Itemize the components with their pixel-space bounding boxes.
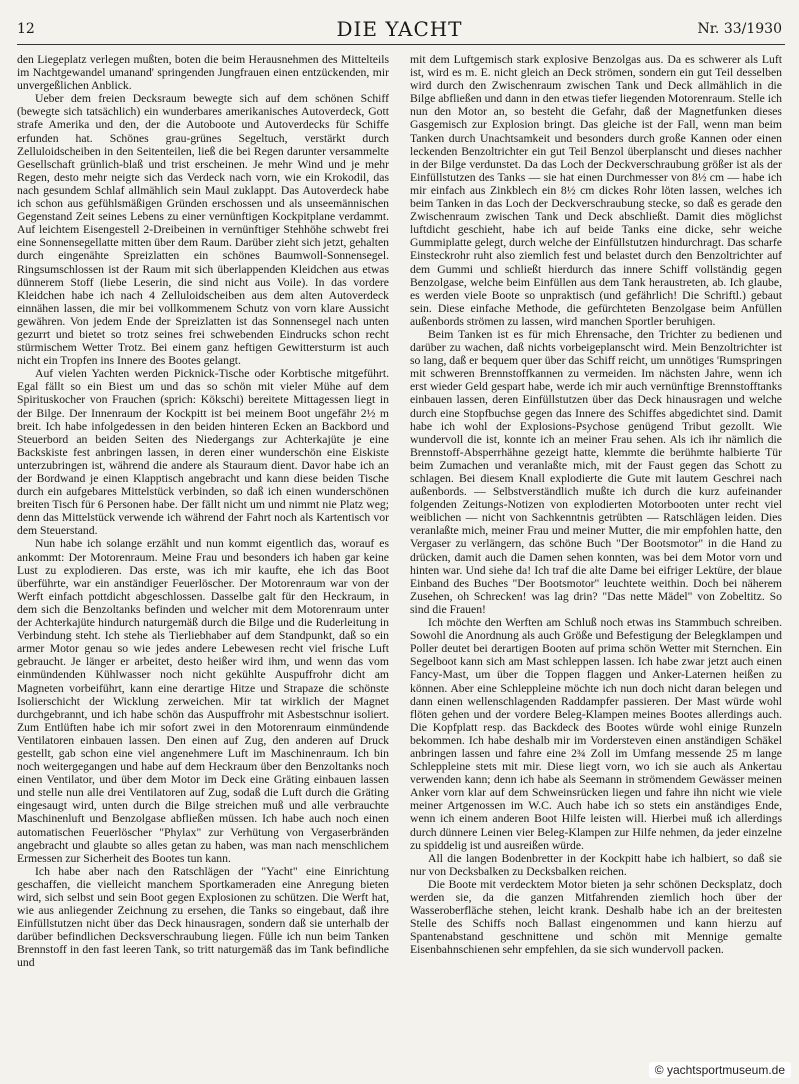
- page-number: 12: [17, 21, 35, 37]
- paragraph: Ich möchte den Werften am Schluß noch etwas ins Stammbuch schreiben. Sowohl die Anordnung als auch Größe und Befestigung der Belegklampen und Poller deutet bei derartigen Booten auf prima schön Wetter mit Sternchen. Ein Segelboot kann sich am Mast schleppen lassen. Ich habe zwar jetzt auch einen Fancy-Mast, um über die Toppen flaggen und Anker-Laternen heißen zu können. Aber eine Schleppleine möchte ich nun doch nicht daran belegen und dann einen wellenschlagenden Raddampfer passieren. Der Mast würde wohl flöten gehen und der vordere Beleg-Klampen meines Bootes allerdings auch. Die Kopfplatt resp. das Backdeck des Bootes würde wohl einige Runzeln bekommen. Ich habe deshalb mir im Vordersteven einen anständigen Schäkel anbringen lassen und fahre eine 2¾ Zoll im Umfang messende 25 m lange Schleppleine stets mit mir. Diese liegt vorn, wo ich sie auch als Ankertau verwenden kann; denn ich habe als Seemann in strömendem Gewässer meinen Anker vorn klar auf dem Schweinsrücken liegen und fahre ihn nicht wie viele meiner Artgenossen im W.C. Auch habe ich so stets ein anständiges Ende, wenn ich einem anderen Boot Hilfe leisten will. Hierbei muß ich allerdings durch dünnere Leinen vier Beleg-Klampen zur Hilfe nehmen, da jeder einzelne zu spiddelig ist und ausreißen würde.: [410, 616, 782, 852]
- header-rule: [17, 44, 785, 45]
- paragraph: mit dem Luftgemisch stark explosive Benzolgas aus. Da es schwerer als Luft ist, wird es m. E. nicht gleich an Deck strömen, sondern ein gut Teil desselben wird durch den Zwischenraum zwischen Tank und Deck allmählich in die Bilge abfließen und dann in den etwas tiefer liegenden Motorenraum. Stelle ich nun den Motor an, so besteht die Gefahr, daß der Magnetfunken dieses Gasgemisch zur Explosion bringt. Das gleiche ist der Fall, wenn man beim Tanken durch Unachtsamkeit und besonders durch große Kannen oder einen leckenden Benzoltrichter ein gut Teil Benzol überplanscht und dieses nachher in der Bilge verdunstet. Da das Loch der Deckverschraubung größer ist als der Einfüllstutzen des Tanks — sie hat einen Durchmesser von 8½ cm — habe ich mir einfach aus Zinkblech ein 8½ cm dickes Rohr löten lassen, welches ich beim Tanken in das Loch der Deckverschraubung stecke, so daß es gerade den Zwischenraum zwischen Tank und Deck abschließt. Damit dies möglichst luftdicht geschieht, habe ich auf beide Tanks eine dicke, sehr weiche Gummiplatte gelegt, durch welche der Einfüllstutzen hindurchragt. Das scharfe Einsteckrohr ruht also ziemlich fest und belastet durch den Benzoltrichter auf dem Gummi und schließt hierdurch das innere Schiff vollständig gegen Benzolgase, welche beim Einfüllen aus dem Tank heraustreten, ab. Ich glaube, es werden viele Boote so unpraktisch (und gefährlich! Die Schriftl.) gebaut sein. Diese einfache Methode, die gefürchteten Benzolgase beim Anfüllen außenbords strömen zu lassen, wird manchen Sportler beruhigen.: [410, 53, 782, 328]
- paragraph: Auf vielen Yachten werden Picknick-Tische oder Korbtische mitgeführt. Egal fällt so ein Biest um und das so schön mit vieler Mühe auf dem Spirituskocher von Frauchen (sprich: Kökschi) bereitete Mittagessen liegt in der Bilge. Der Innenraum der Kockpitt ist bei meinem Boot ungefähr 2½ m breit. Ich habe infolgedessen in den beiden hinteren Ecken an Backbord und Steuerbord an beiden Seiten des Niedergangs zur Achterkajüte je eine Backskiste fest anbringen lassen, in deren einer wunderschön eine Eiskiste unterzubringen ist, während die andere als Stauraum dient. Davor habe ich an der Bordwand je einen Klapptisch angebracht und kann diese beiden Tische durch ein aufgebares Mittelstück verbinden, so daß ich einen wunderschönen breiten Tisch für 6 Personen habe. Der fällt nicht um und nimmt nie Platz weg; denn das Mittelstück verwende ich während der Fahrt noch als Kartentisch vor dem Steuerstand.: [17, 367, 389, 538]
- paragraph: Beim Tanken ist es für mich Ehrensache, den Trichter zu bedienen und darüber zu wachen, daß nichts vorbeigeplanscht wird. Mein Benzoltrichter ist so lang, daß er bequem quer über das Schiff reicht, um unnötiges 'Rumspringen mit schweren Brennstoffkannen zu vermeiden. Im nächsten Jahre, wenn ich erst wieder Geld gespart habe, werde ich mir auch vernünftige Brennstofftanks einbauen lassen, deren Einfüllstutzen über das Deck hinausragen und welche durch eine Stopfbuchse gegen das Innere des Schiffes abgedichtet sind. Damit habe ich wohl der Explosions-Psychose genügend Tribut gezollt. Wie wundervoll die ist, konnte ich an meiner Frau sehen. Als ich ihr nämlich die Brennstoff-Absperrhähne gezeigt hatte, klemmte die berühmte halbierte Tür beim Zumachen und veranlaßte mich, mit der Faust gegen das Schott zu schlagen. Bei diesem Knall explodierte die Gute mit lautem Geschrei nach außenbords. — Selbstverständlich mußte ich durch die kurz aufeinander folgenden Zeitungs-Notizen von explodierten Motorbooten unter recht viel weiblichen — nicht von Sachkenntnis getrübten — Ratschlägen leiden. Dies veranlaßte mich, meiner Frau und meiner Mutter, die mir empfohlen hatte, den Vergaser zu verlängern, das schöne Buch "Der Bootsmotor" in die Hand zu drücken, damit auch die Damen sehen konnten, was bei dem Motor vorn und hinten war. Und siehe da! Ich traf die alte Dame bei eifriger Lektüre, der blaue Einband des Buches "Der Bootsmotor" leuchtete weithin. Doch bei näherem Zusehen, oh Schrecken! was lag drin? "Das nette Mädel" von Zobeltitz. So sind die Frauen!: [410, 327, 782, 616]
- paragraph: Die Boote mit verdecktem Motor bieten ja sehr schönen Decksplatz, doch werden sie, da die ganzen Mitfahrenden ziemlich hoch über der Wasseroberfläche stehen, leicht krank. Deshalb habe ich an der breitesten Stelle des Schiffs noch Ballast eingenommen und kann hierzu auf Spantenabstand geschnittene und schön mit Mennige gemalte Eisenbahnschienen sehr empfehlen, da sie sich wundervoll packen.: [410, 877, 782, 957]
- page-header: [0, 0, 799, 42]
- right-column: [410, 53, 782, 1053]
- left-column: [17, 53, 389, 1053]
- magazine-title: DIE YACHT: [336, 17, 463, 41]
- paragraph: den Liegeplatz verlegen mußten, boten die beim Herausnehmen des Mittelteils im Nachtgewandel umanand' springenden Jungfrauen einen entzückenden, mir unvergeßlichen Anblick.: [17, 53, 389, 93]
- paragraph: Nun habe ich solange erzählt und nun kommt eigentlich das, worauf es ankommt: Der Motorenraum. Meine Frau und besonders ich haben gar keine Lust zu explodieren. Das erste, was ich mir kaufte, ehe ich das Boot überführte, war ein anständiger Feuerlöscher. Der Motorenraum war von der Werft einfach pottdicht abgeschlossen. Dasselbe galt für den Heckraum, in dem sich die Benzoltanks befinden und welcher mit dem Motorenraum unter der Achterkajüte hindurch naturgemäß durch die Bilge und die Ruderleitung in Verbindung steht. Ich stehe als Tierliebhaber auf dem Standpunkt, daß so ein armer Motor genau so wie jedes andere Lebewesen recht viel frische Luft gebraucht. Je länger er arbeitet, desto heißer wird ihm, und wenn das vom einmündenden Kühlwasser noch nicht gekühlte Auspuffrohr dicht am Magneten vorbeiführt, kann eine derartige Hitze und Strapaze die schönste Isolierschicht der Wicklung zerweichen. Mir tat wirklich der Magnet durchgebrannt, und ich habe schön das Auspuffrohr mit Asbestschnur isoliert. Zum Entlüften habe ich mir sofort zwei in den Motorenraum einmündende Ventilatoren einbauen lassen. Den einen auf Zug, den anderen auf Druck gestellt, gab schon eine viel angenehmere Luft im Maschinenraum. Ich bin noch weitergegangen und habe auf dem Heckraum über den Benzoltanks noch einen Ventilator, und über dem Motor im Deck eine Gräting einbauen lassen und stelle nun alle drei Ventilatoren auf Zug, sodaß die Luft durch die Gräting eingesaugt wird, unten durch die Bilge streichen muß und alle verbrauchte Maschinenluft und Benzolgase abfließen müssen. Ich habe auch noch einen automatischen Feuerlöscher "Phylax" zur Verhütung von Vergaserbränden angebracht und glaubte so alles getan zu haben, was man nach menschlichem Ermessen zur Sicherheit des Bootes tun kann.: [17, 537, 389, 865]
- watermark: © yachtsportmuseum.de: [649, 1062, 791, 1078]
- paragraph: All die langen Bodenbretter in der Kockpitt habe ich halbiert, so daß sie nur von Decksbalken zu Decksbalken reichen.: [410, 851, 782, 878]
- issue-number: Nr. 33/1930: [697, 21, 782, 37]
- paragraph: Ich habe aber nach den Ratschlägen der "Yacht" eine Einrichtung geschaffen, die vielleicht manchem Sportkameraden eine Anregung bieten wird, sich selbst und sein Boot gegen Explosionen zu schützen. Die Werft hat, wie aus anliegender Zeichnung zu ersehen, die Tanks so eingebaut, daß ihre Einfüllstutzen nicht über das Deck hinausragen, sondern daß sie unterhalb der darüber befindlichen Decksverschraubung liegen. Fülle ich nun beim Tanken Brennstoff in den fast leeren Tank, so tritt naturgemäß das im Tank befindliche und: [17, 864, 389, 970]
- paragraph: Ueber dem freien Decksraum bewegte sich auf dem schönen Schiff (bewegte sich tatsächlich) ein wunderbares amerikanisches Autoverdeck, Gott strafe Amerika und den, der die Autoboote und Autoverdecks für Schiffe erfunden hat. Schönes grau-grünes Segeltuch, verstärkt durch Zelluloidscheiben in den Seitenteilen, ließ die bei Regen darunter versammelte Gesellschaft grünlich-blaß und trist erscheinen. Je mehr Wind und je mehr Regen, desto mehr neigte sich das Verdeck nach vorn, wie ein Krokodil, das nach gesundem Schlaf allmählich sein Maul zuklappt. Das Autoverdeck habe ich schon aus gefühlsmäßigen Gründen erschossen und als unseemännischen Gegenstand Zeit seines Lebens zu einer vernünftigen Kockpitplane verdammt. Auf leichtem Eisengestell 2-Dreibeinen in vernünftiger Stehhöhe schwebt frei eine Sonnensegellatte mitten über dem Raum. Darüber zieht sich jetzt, gehalten durch eingenähte Spreizlatten ein schönes Baumwoll-Sonnensegel. Ringsumschlossen ist der Raum mit sich überlappenden Kleidchen aus etwas dünnerem Stoff (liebe Leserin, die sind nicht aus Voile). In das vordere Kleidchen habe ich nach 4 Zelluloidscheiben aus dem alten Autoverdeck einnähen lassen, die mir bei vollkommenem Schutz von vorn klare Aussicht gewähren. Von jedem Ende der Spreizlatten ist das Sonnensegel nach unten gezurrt und bietet so trotz seines frei schwebenden Eindrucks schon recht stürmischem Wetter Trotz. Bei einem ganz heftigen Gewittersturm ist auch nicht ein Tropfen ins Innere des Bootes gelangt.: [17, 92, 389, 368]
